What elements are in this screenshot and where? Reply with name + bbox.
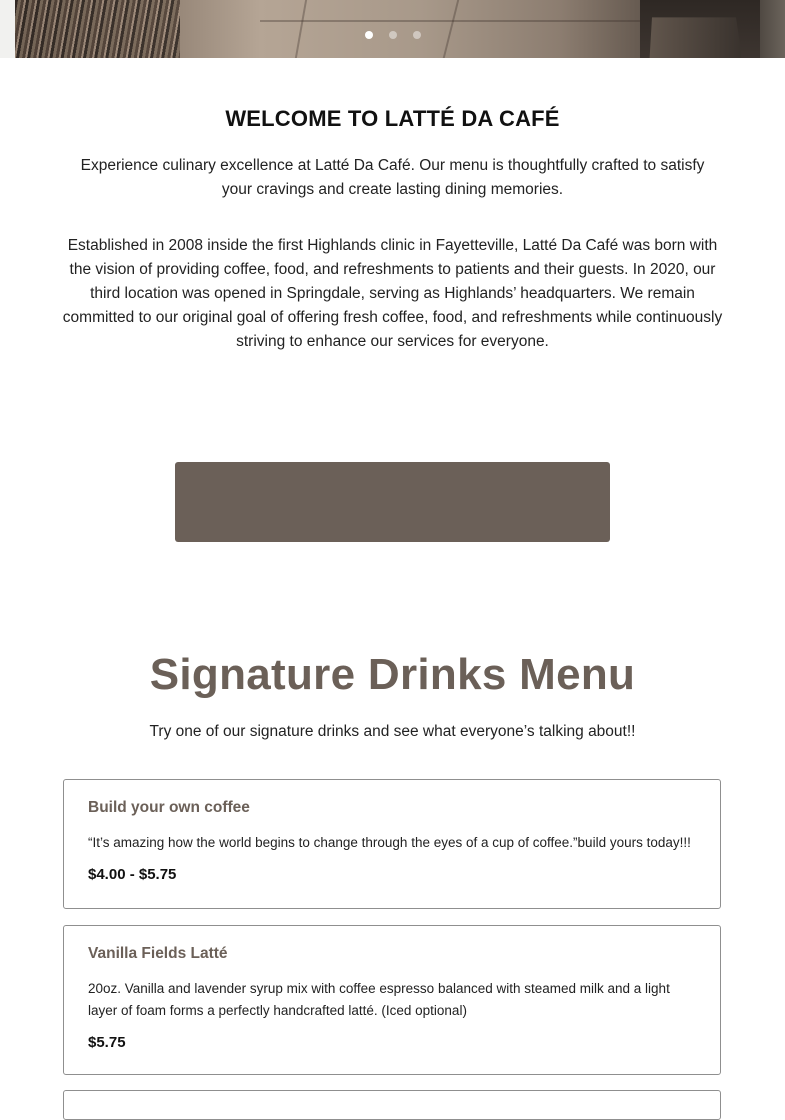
menu-item-card[interactable] [63, 925, 721, 1075]
welcome-title: WELCOME TO LATTÉ DA CAFÉ [225, 106, 560, 131]
menu-item-price: $4.00 - $5.75 [88, 866, 177, 883]
menu-item-price: $5.75 [88, 1034, 126, 1051]
floor-tile-line [260, 20, 640, 22]
floor-tile-line [443, 0, 459, 58]
hero-chair-image [640, 0, 760, 58]
carousel-dot-1[interactable] [365, 31, 373, 39]
welcome-intro: Experience culinary excellence at Latté Da Café. Our menu is thoughtfully crafted to satisfy your cravings and create lasting dining memories. [80, 157, 705, 198]
menu-item-name: Build your own coffee [88, 799, 250, 816]
image-placeholder-block[interactable] [175, 462, 610, 542]
welcome-history: Established in 2008 inside the first Highlands clinic in Fayetteville, Latté Da Café was born with the vision of providing coffee, food, and refreshments to patients and their guests. In 2020, our third location was opened in Springdale, serving as Highlands’ headquarters. We remain committed to our original goal of offering fresh coffee, food, and refreshments while continuously striving to enhance our services for everyone. [62, 237, 723, 350]
carousel-dot-2[interactable] [389, 31, 397, 39]
menu-item-card-partial[interactable] [63, 1090, 721, 1120]
menu-item-name: Vanilla Fields Latté [88, 945, 228, 962]
floor-tile-line [295, 0, 307, 58]
menu-title: Signature Drinks Menu [149, 650, 636, 699]
hero-carousel [0, 0, 785, 58]
carousel-dots [0, 31, 785, 39]
menu-subtitle: Try one of our signature drinks and see what everyone’s talking about!! [149, 723, 636, 740]
menu-item-description: “It’s amazing how the world begins to change through the eyes of a cup of coffee.”build yours today!!! [88, 835, 691, 850]
menu-item-card[interactable] [63, 779, 721, 909]
menu-item-description: 20oz. Vanilla and lavender syrup mix with coffee espresso balanced with steamed milk and a light layer of foam forms a perfectly handcrafted latté. (Iced optional) [88, 981, 670, 1018]
hero-plant-image [15, 0, 180, 58]
carousel-dot-3[interactable] [413, 31, 421, 39]
hero-edge [0, 0, 15, 58]
